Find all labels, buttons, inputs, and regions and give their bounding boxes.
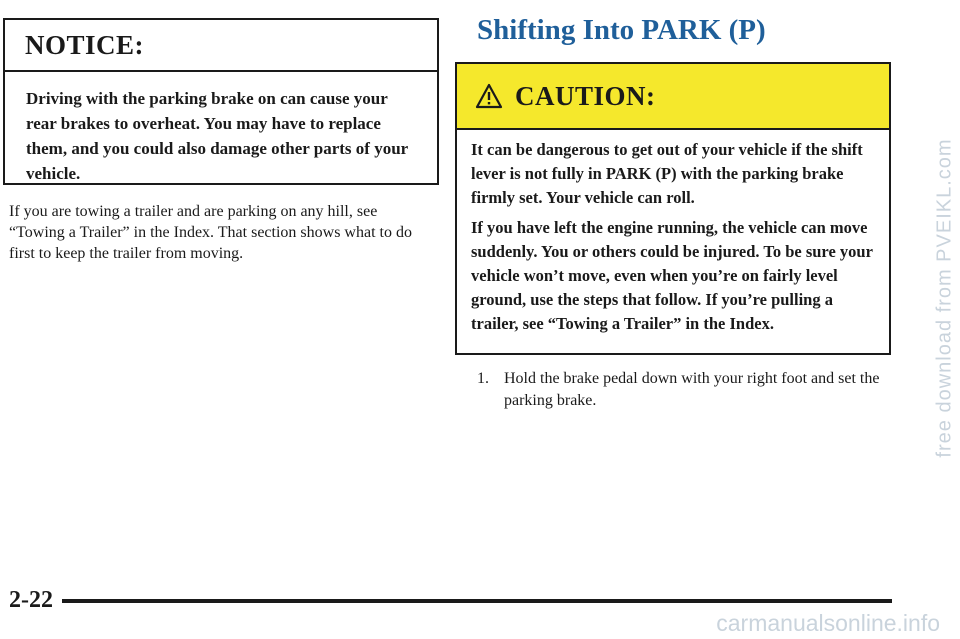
caution-box	[455, 62, 891, 355]
warning-triangle-icon	[475, 83, 503, 109]
step-text: Hold the brake pedal down with your right foot and set the parking brake.	[504, 370, 880, 409]
step-item	[477, 368, 897, 412]
section-title: Shifting Into PARK (P)	[477, 14, 766, 46]
step-number: 1.	[477, 370, 489, 387]
caution-header	[457, 64, 889, 130]
notice-title: NOTICE:	[25, 29, 145, 60]
side-watermark-text: free download from PVEIKL.com	[933, 138, 956, 458]
side-watermark	[932, 0, 958, 596]
towing-paragraph: If you are towing a trailer and are parking on any hill, see “Towing a Trailer” in the Index. That section shows what to do first to keep the trailer from moving.	[9, 203, 412, 262]
notice-text: Driving with the parking brake on can cause your rear brakes to overheat. You may have to replace them, and you could also damage other parts of your vehicle.	[26, 89, 408, 183]
bottom-watermark: carmanualsonline.info	[716, 610, 940, 636]
notice-header	[5, 20, 437, 72]
caution-paragraph: It can be dangerous to get out of your vehicle if the shift lever is not fully in PARK (P) with the parking brake firmly set. Your vehicle can roll.	[471, 140, 863, 207]
notice-box	[3, 18, 439, 185]
footer-rule	[62, 599, 892, 603]
notice-body	[5, 72, 437, 186]
caution-body	[457, 130, 889, 336]
caution-title: CAUTION:	[515, 80, 656, 111]
caution-paragraph: If you have left the engine running, the vehicle can move suddenly. You or others could be injured. To be sure your vehicle won’t move, even when you’re on fairly level ground, use the steps that follow. If you’re pulling a trailer, see “Towing a Trailer” in the Index.	[471, 218, 873, 333]
page-number: 2-22	[9, 587, 53, 613]
